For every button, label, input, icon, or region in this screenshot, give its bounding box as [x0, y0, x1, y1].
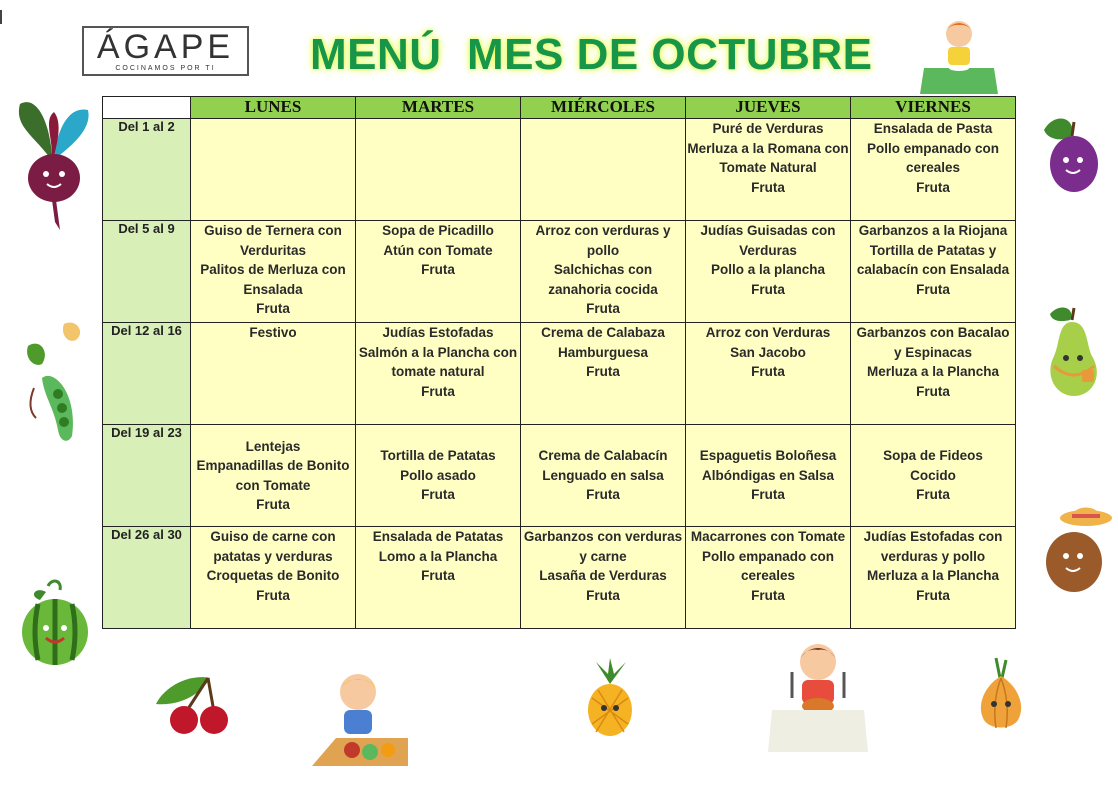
- dish-text: Tortilla de Patatas: [380, 448, 496, 464]
- beet-icon: [14, 96, 94, 236]
- week-row: [103, 425, 1016, 527]
- dish-text: Fruta: [256, 587, 290, 603]
- dish-text: Lomo a la Plancha: [378, 548, 498, 564]
- dish-text: Festivo: [249, 325, 297, 340]
- corner-cell: [103, 97, 191, 119]
- menu-cell: [851, 221, 1016, 323]
- day-header: MARTES: [356, 97, 521, 119]
- dish-text: Judías Estofadas con verduras y pollo: [863, 529, 1003, 564]
- menu-cell: [521, 119, 686, 221]
- dish-text: San Jacobo: [730, 344, 806, 360]
- dish-text: Atún con Tomate: [383, 242, 493, 258]
- dish-text: Garbanzos a la Riojana: [858, 223, 1008, 238]
- menu-cell: [686, 425, 851, 527]
- dish-text: Arroz con Verduras: [705, 325, 831, 340]
- day-header: MIÉRCOLES: [521, 97, 686, 119]
- dish-text: Sopa de Picadillo: [382, 223, 494, 238]
- dish-text: Ensalada de Pasta: [873, 121, 993, 136]
- onion-icon: [974, 656, 1028, 732]
- menu-cell: [191, 527, 356, 629]
- agape-logo: [82, 26, 249, 76]
- dish-text: Fruta: [586, 587, 620, 603]
- menu-cell: [191, 119, 356, 221]
- dish-text: Fruta: [751, 587, 785, 603]
- dish-text: Lentejas: [245, 438, 301, 454]
- dish-text: Crema de Calabaza: [541, 325, 665, 340]
- dish-text: Puré de Verduras: [712, 121, 824, 136]
- menu-cell: [686, 221, 851, 323]
- menu-cell: [191, 323, 356, 425]
- watermelon-icon: [18, 576, 92, 670]
- day-header: LUNES: [191, 97, 356, 119]
- header-row: [103, 97, 1016, 119]
- dish-text: Fruta: [751, 487, 785, 503]
- week-row: [103, 119, 1016, 221]
- dish-text: Tortilla de Patatas y calabacín con Ensalada: [856, 242, 1010, 277]
- dish-text: Garbanzos con Bacalao y Espinacas: [856, 325, 1010, 360]
- dish-text: Pollo empanado con cereales: [701, 548, 834, 583]
- menu-cell: [686, 527, 851, 629]
- dish-text: Lasaña de Verduras: [539, 568, 667, 583]
- pear-icon: [1040, 300, 1106, 398]
- dish-text: Cocido: [910, 467, 956, 483]
- boy-at-table-icon: [762, 638, 874, 758]
- dish-text: Merluza a la Plancha: [866, 364, 1000, 379]
- dish-text: Sopa de Fideos: [883, 448, 983, 464]
- week-label: Del 19 al 23: [103, 425, 191, 527]
- dish-text: Fruta: [916, 281, 950, 297]
- dish-text: Fruta: [586, 364, 620, 379]
- dish-text: Fruta: [586, 487, 620, 503]
- dish-text: Empanadillas de Bonito con Tomate: [196, 458, 350, 493]
- dish-text: Fruta: [916, 487, 950, 503]
- week-label: Del 26 al 30: [103, 527, 191, 629]
- logo-tagline: COCINAMOS POR TI: [115, 65, 216, 72]
- dish-text: Croquetas de Bonito: [206, 568, 340, 583]
- dish-text: Merluza a la Romana con Tomate Natural: [687, 140, 849, 175]
- dish-text: Espaguetis Boloñesa: [699, 448, 837, 464]
- dish-text: Judías Estofadas: [382, 325, 494, 340]
- dish-text: Merluza a la Plancha: [866, 568, 1000, 583]
- dish-text: Macarrones con Tomate: [690, 529, 846, 544]
- dish-text: Hamburguesa: [557, 344, 649, 360]
- dish-text: Palitos de Merluza con Ensalada: [200, 262, 346, 297]
- week-row: [103, 323, 1016, 425]
- menu-cell: [851, 527, 1016, 629]
- menu-cell: [851, 323, 1016, 425]
- edge-mark: [0, 10, 2, 24]
- dish-text: Fruta: [751, 281, 785, 297]
- dish-text: Pollo empanado con cereales: [866, 140, 999, 175]
- day-header: VIERNES: [851, 97, 1016, 119]
- dish-text: Salchichas con zanahoria cocida: [548, 262, 658, 297]
- dish-text: Fruta: [421, 568, 455, 583]
- day-header: JUEVES: [686, 97, 851, 119]
- dish-text: Fruta: [421, 262, 455, 277]
- page-title: MENÚ MES DE OCTUBRE: [310, 30, 873, 79]
- menu-cell: [686, 119, 851, 221]
- dish-text: Fruta: [421, 383, 455, 399]
- peas-icon: [20, 318, 88, 448]
- dish-text: Fruta: [751, 179, 785, 195]
- logo-brand: ÁGAPE: [96, 28, 235, 66]
- dish-text: Ensalada de Patatas: [372, 529, 504, 544]
- dish-text: Crema de Calabacín: [538, 448, 668, 464]
- menu-cell: [521, 425, 686, 527]
- menu-cell: [356, 527, 521, 629]
- dish-text: Pollo a la plancha: [710, 262, 826, 277]
- dish-text: Pollo asado: [400, 467, 476, 483]
- menu-cell: [191, 221, 356, 323]
- dish-text: Garbanzos con verduras y carne: [523, 529, 683, 564]
- dish-text: Fruta: [916, 179, 950, 195]
- pineapple-icon: [578, 658, 642, 738]
- dish-text: Salmón a la Plancha con tomate natural: [358, 344, 518, 379]
- dish-text: Fruta: [256, 497, 290, 512]
- dish-text: Fruta: [256, 301, 290, 316]
- plum-icon: [1036, 110, 1106, 196]
- dish-text: Fruta: [751, 364, 785, 379]
- dish-text: Lenguado en salsa: [542, 467, 664, 483]
- menu-table: [102, 96, 1016, 629]
- dish-text: Fruta: [916, 383, 950, 399]
- menu-cell: [521, 527, 686, 629]
- menu-cell: [521, 323, 686, 425]
- cherries-icon: [152, 666, 234, 736]
- menu-cell: [191, 425, 356, 527]
- dish-text: Fruta: [421, 487, 455, 503]
- dish-text: Fruta: [916, 587, 950, 603]
- week-label: Del 1 al 2: [103, 119, 191, 221]
- week-row: [103, 221, 1016, 323]
- dish-text: Arroz con verduras y pollo: [535, 223, 671, 258]
- menu-cell: [356, 425, 521, 527]
- week-row: [103, 527, 1016, 629]
- potato-with-hat-icon: [1040, 500, 1114, 594]
- week-label: Del 5 al 9: [103, 221, 191, 323]
- child-eating-icon: [918, 16, 1000, 100]
- menu-cell: [356, 221, 521, 323]
- menu-cell: [686, 323, 851, 425]
- menu-cell: [356, 323, 521, 425]
- boy-cooking-icon: [308, 668, 412, 772]
- dish-text: Albóndigas en Salsa: [701, 467, 835, 483]
- dish-text: Fruta: [586, 301, 620, 316]
- menu-cell: [521, 221, 686, 323]
- menu-cell: [851, 119, 1016, 221]
- dish-text: Guiso de carne con patatas y verduras: [210, 529, 336, 564]
- dish-text: Guiso de Ternera con Verduritas: [204, 223, 342, 258]
- week-label: Del 12 al 16: [103, 323, 191, 425]
- menu-cell: [851, 425, 1016, 527]
- dish-text: Judías Guisadas con Verduras: [700, 223, 836, 258]
- menu-cell: [356, 119, 521, 221]
